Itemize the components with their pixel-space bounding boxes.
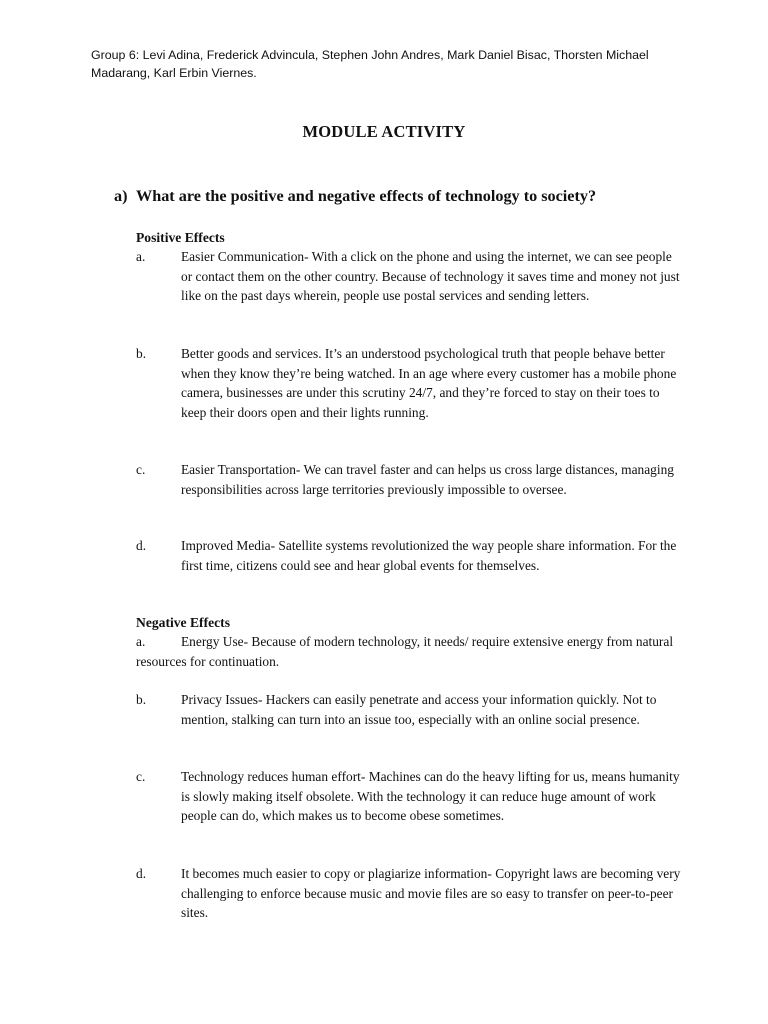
list-item-text: Easier Communication- With a click on the phone and using the internet, we can see people or contact them on the other country. Because of technology it saves time and money not just like on the past days wherein, people use postal services and sending letters. <box>181 249 680 303</box>
list-marker: a. <box>136 249 146 264</box>
list-item <box>136 344 696 422</box>
list-marker: c. <box>136 769 146 784</box>
list-item-text: Technology reduces human effort- Machines can do the heavy lifting for us, means humanity is slowly making itself obsolete. With the technology it can reduce huge amount of work people can do, which makes us to become obese sometimes. <box>181 769 680 823</box>
question-heading <box>114 187 734 206</box>
list-item-text: It becomes much easier to copy or plagiarize information- Copyright laws are becoming very challenging to enforce because music and movie files are so easy to transfer on peer-to-peer sites. <box>181 866 681 920</box>
list-marker: b. <box>136 692 147 707</box>
question-marker: a) <box>114 187 128 205</box>
list-marker: a. <box>136 634 146 649</box>
list-item-text: Improved Media- Satellite systems revolutionized the way people share information. For the first time, citizens could see and hear global events for themselves. <box>181 538 677 573</box>
list-item <box>136 632 681 671</box>
list-item <box>136 864 696 923</box>
list-marker: d. <box>136 538 147 553</box>
list-marker: c. <box>136 462 146 477</box>
list-item <box>136 767 696 826</box>
group-members-line: Group 6: Levi Adina, Frederick Advincula, Stephen John Andres, Mark Daniel Bisac, Thorsten Michael Madarang, Karl Erbin Viernes. <box>91 48 649 80</box>
positive-effects-heading: Positive Effects <box>136 230 225 245</box>
list-marker: d. <box>136 866 147 881</box>
list-item <box>136 460 696 499</box>
list-item-text: Easier Transportation- We can travel faster and can helps us cross large distances, managing responsibilities across large territories previously impossible to oversee. <box>181 462 674 497</box>
list-item <box>136 690 696 729</box>
list-marker: b. <box>136 346 147 361</box>
list-item-text: Better goods and services. It’s an understood psychological truth that people behave better when they know they’re being watched. In an age where every customer has a mobile phone camera, businesses are under this scrutiny 24/7, and they’re forced to stay on their toes to keep their doors open and their lights running. <box>181 346 677 420</box>
negative-effects-heading: Negative Effects <box>136 615 230 630</box>
list-item <box>136 247 696 306</box>
page-title: MODULE ACTIVITY <box>302 122 466 141</box>
list-item-text: Privacy Issues- Hackers can easily penetrate and access your information quickly. Not to mention, stalking can turn into an issue too, especially with an online social presence. <box>181 692 657 727</box>
list-item <box>136 536 696 575</box>
list-item-text: Energy Use- Because of modern technology, it needs/ require extensive energy from natural resources for continuation. <box>136 634 674 669</box>
question-text: What are the positive and negative effects of technology to society? <box>136 187 597 205</box>
